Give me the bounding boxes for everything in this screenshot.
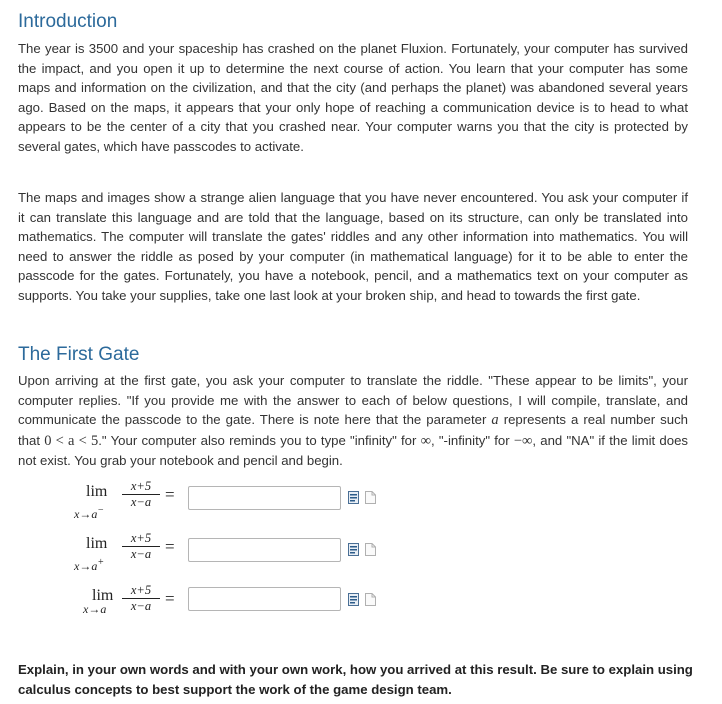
approach: x→a [74, 559, 98, 573]
parameter-condition: 0 < a < 5 [44, 432, 99, 449]
gate-text-c: ." Your computer also reminds you to type "infinity" for [98, 432, 421, 448]
gate-text-d: , "-infinity" for [430, 432, 514, 448]
fraction-2 [122, 531, 160, 562]
gate-text-b: represents a real number such that [18, 412, 688, 448]
lim-word: lim [86, 535, 108, 552]
answer-input-3[interactable] [188, 587, 341, 611]
answer-input-2[interactable] [188, 538, 341, 562]
limit-subscript [74, 505, 104, 522]
fraction-3 [122, 583, 160, 614]
gate-text-a: Upon arriving at the first gate, you ask your computer to translate the riddle. "These appear to be limits", your computer replies. "If you provide me with the answer to each of below questions, I will compile, translate, and communicate the passcode to the gate. There is note here that the parameter [18, 373, 688, 427]
first-gate-paragraph [18, 371, 688, 471]
equals-sign: = [165, 485, 175, 504]
equals-sign: = [165, 589, 175, 608]
answer-input-1[interactable] [188, 486, 341, 510]
limit-subscript [74, 557, 104, 574]
preview-icon[interactable] [348, 543, 359, 556]
parameter-a: a [491, 412, 499, 428]
first-gate-heading: The First Gate [18, 344, 140, 365]
numerator: x+5 [122, 531, 160, 547]
infinity-symbol: ∞ [420, 432, 431, 449]
approach: x→a [83, 602, 107, 616]
denominator: x−a [130, 547, 152, 561]
side: − [97, 505, 105, 516]
intro-heading: Introduction [18, 11, 118, 32]
preview-icon[interactable] [348, 593, 359, 606]
numerator: x+5 [122, 479, 160, 495]
intro-paragraph-2: The maps and images show a strange alien language that you have never encountered. You ask your computer if it can translate this language and are told that the language, based on its structure, can only be translated into mathematics. The computer will translate the gates' riddles and any other information into mathematics. You will need to answer the riddle as posed by your computer (in mathematical language) for it to be able to enter the passcode for the gates. Fortunately, you have a notebook, pencil, and a mathematics text on your computer as supports. You take your supplies, take one last look at your broken ship, and head to towards the first gate. [18, 190, 688, 303]
lim-word: lim [92, 587, 114, 604]
intro-paragraph-1: The year is 3500 and your spaceship has crashed on the planet Fluxion. Fortunately, your computer has survived the impact, and you open it up to determine the next course of action. You learn that your computer has some maps and information on the civilization, and that the city (and perhaps the planet) was abandoned several years ago. Based on the maps, it appears that your only hope of reaching a communication device is to head to what appears to be the center of a city that you crashed near. Your computer warns you that the city is protected by several gates, which have passcodes to activate. [18, 41, 688, 154]
neg-infinity-symbol: −∞ [513, 432, 533, 449]
limit-subscript [83, 600, 106, 617]
preview-icon[interactable] [348, 491, 359, 504]
denominator: x−a [130, 599, 152, 613]
equals-sign: = [165, 537, 175, 556]
help-document-icon[interactable] [365, 491, 376, 504]
denominator: x−a [130, 495, 152, 509]
numerator: x+5 [122, 583, 160, 599]
lim-word: lim [86, 483, 108, 500]
explain-instructions: Explain, in your own words and with your own work, how you arrived at this result. Be sure to explain using calculus concepts to best support the work of the game design team. [18, 662, 693, 697]
approach: x→a [74, 507, 98, 521]
gate-text-e: , and "NA" if the limit does not exist. You grab your notebook and pencil and begin. [18, 432, 689, 468]
fraction-1 [122, 479, 160, 510]
help-document-icon[interactable] [365, 543, 376, 556]
side: + [97, 557, 105, 568]
help-document-icon[interactable] [365, 593, 376, 606]
